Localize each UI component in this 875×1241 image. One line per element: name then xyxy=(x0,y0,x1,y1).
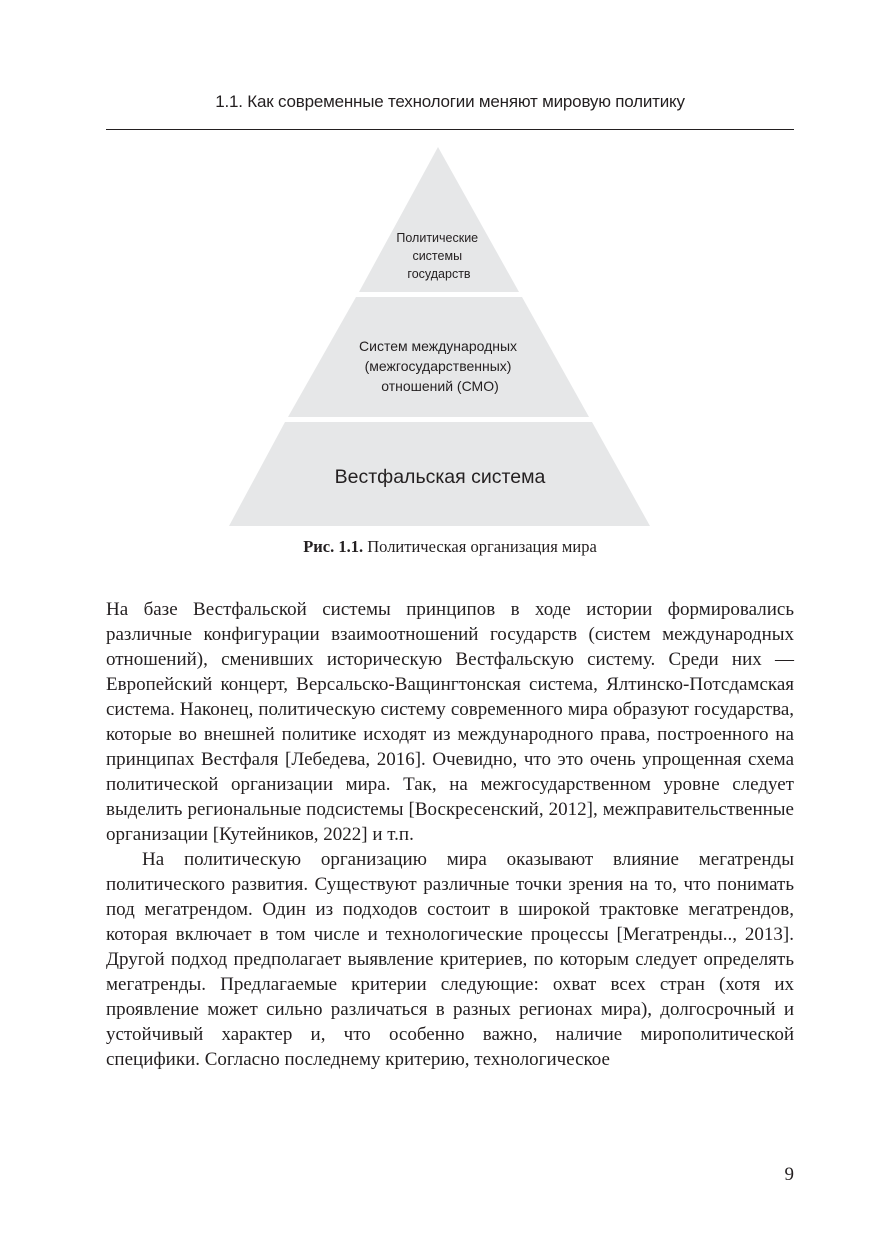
paragraph-1: На базе Вестфальской системы принципов в ходе истории формировались различные конфигурации взаимоотношений государств (систем международных отношений), сменивших историческую Вестфальскую систему. Среди них — Европейский концерт, Версальско-Ващингтонская система, Ялтинско-Потсдамская система. Наконец, политическую систему современного мира образуют государства, которые во внешней политике исходят из международного права, построенного на принципах Вестфаля [Лебедева, 2016]. Очевидно, что это очень упрощенная схема политической организации мира. Так, на межгосударственном уровне следует выделить региональные подсистемы [Воскресенский, 2012], межправительственные организации [Кутейников, 2022] и т.п. xyxy=(106,599,794,845)
tier-bottom-label: Вестфальская система xyxy=(334,466,546,488)
paragraph-2: На политическую организацию мира оказывают влияние мегатренды политического развития. Существуют различные точки зрения на то, что понимать под мегатрендом. Один из подходов состоит в широкой трактовке мегатрендов, которая включает в том числе и технологические процессы [Мегатренды.., 2013]. Другой подход предполагает выявление критериев, по которым следует определять мегатренды. Предлагаемые критерии следующие: охват всех стран (хотя их проявление может сильно различаться в разных регионах мира), долгосрочный и устойчивый характер и, что особенно важно, наличие мирополитической специфики. Согласно последнему критерию, технологическое xyxy=(106,849,794,1070)
caption-label: Рис. 1.1. xyxy=(303,537,364,556)
body-text xyxy=(106,597,794,1072)
pyramid-tier-middle xyxy=(288,297,589,417)
tier-middle-label: Систем международных (межгосударственных) отношений (СМО) xyxy=(359,338,518,394)
pyramid-figure xyxy=(0,0,875,540)
running-head: 1.1. Как современные технологии меняют мировую политику xyxy=(215,92,685,111)
caption-text: Политическая организация мира xyxy=(367,537,597,556)
tier-top-label: Политические системы государств xyxy=(396,231,479,281)
figure-caption xyxy=(106,537,794,557)
page-number: 9 xyxy=(784,1164,794,1185)
